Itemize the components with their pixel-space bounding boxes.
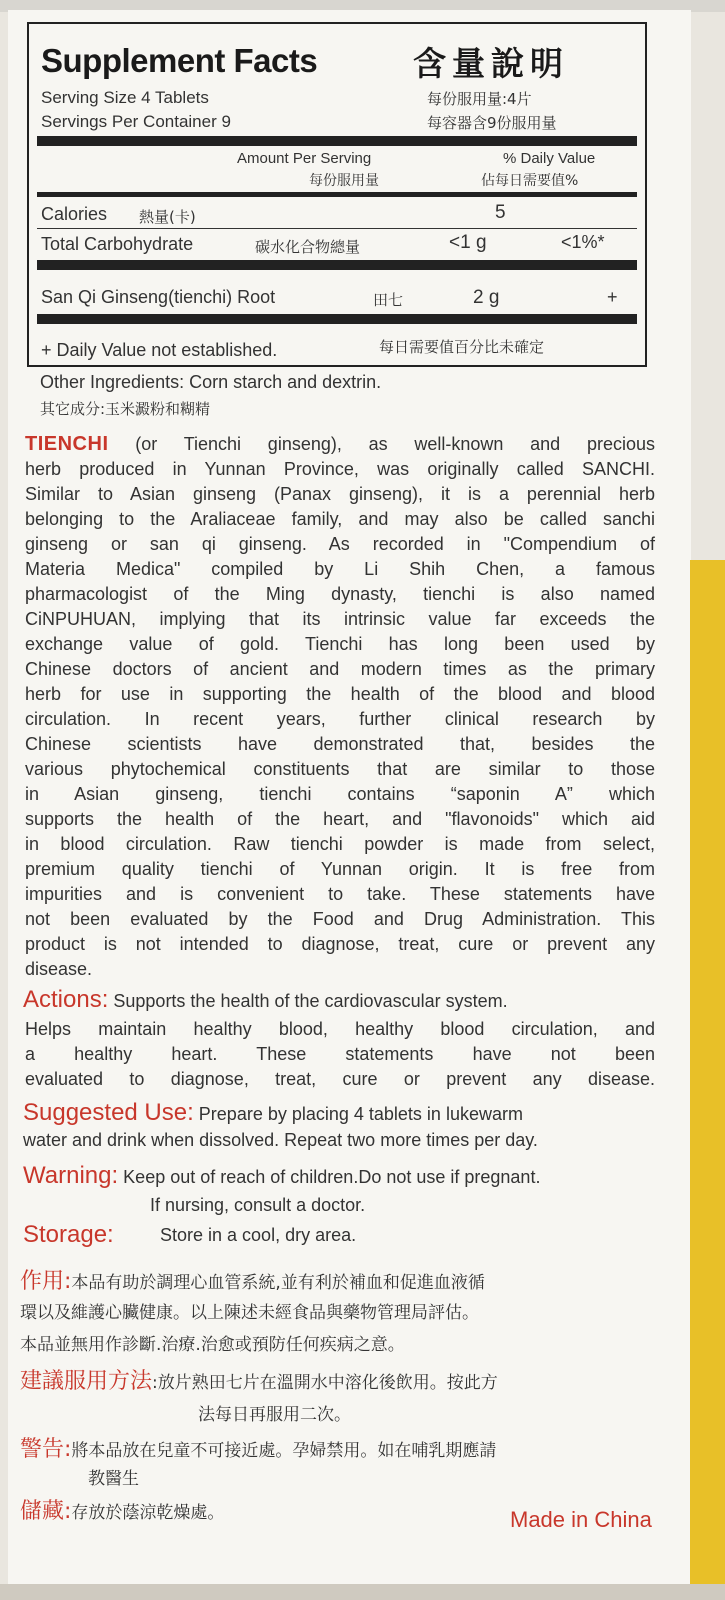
row-calories-amount: 5	[495, 202, 506, 223]
description-line: Materia Medica" compiled by Li Shih Chen, a famous	[25, 559, 655, 579]
actions-line: evaluated to diagnose, treat, cure or prevent any disease.	[25, 1069, 655, 1089]
warning-line-2: If nursing, consult a doctor.	[150, 1195, 366, 1215]
facts-footnote-zh: 每日需要值百分比未確定	[379, 338, 545, 356]
facts-title-zh: 含量說明	[413, 44, 569, 83]
yellow-package-side	[690, 560, 725, 1585]
description-line: herb produced in Yunnan Province, was originally called SANCHI.	[25, 459, 655, 479]
servings-per-container-zh: 每容器含9份服用量	[427, 114, 557, 132]
zh-warning-line-2: 教醫生	[88, 1469, 139, 1489]
zh-warning-line-1: 警告:將本品放在兒童不可接近處。孕婦禁用。如在哺乳期應請	[20, 1437, 497, 1462]
zh-storage-line: 儲藏:存放於蔭涼乾燥處。	[20, 1499, 225, 1524]
zh-storage-heading: 儲藏:	[20, 1499, 72, 1524]
other-ingredients-zh: 其它成分:玉米澱粉和糊精	[40, 400, 211, 418]
servings-per-container: Servings Per Container 9	[41, 112, 231, 131]
facts-title: Supplement Facts	[41, 42, 318, 79]
description-line: Chinese scientists have demonstrated that, besides the	[25, 734, 655, 754]
warning-heading: Warning:	[23, 1162, 119, 1189]
suggested-use-line-1: Suggested Use: Prepare by placing 4 tablets in lukewarm	[23, 1099, 523, 1126]
thick-divider	[37, 314, 637, 324]
description-line: various phytochemical constituents that are similar to those	[25, 759, 655, 779]
row-sanqi-dv: +	[607, 287, 618, 307]
storage-heading: Storage:	[23, 1221, 114, 1248]
row-sanqi-name: San Qi Ginseng(tienchi) Root	[41, 287, 276, 307]
row-carb-name-zh: 碳水化合物總量	[255, 238, 361, 256]
description-line: Similar to Asian ginseng (Panax ginseng), it is a perennial herb	[25, 484, 655, 504]
description-line: supports the health of the heart, and "flavonoids" which aid	[25, 809, 655, 829]
description-line: TIENCHI (or Tienchi ginseng), as well-known and precious	[25, 433, 655, 455]
description-line: not been evaluated by the Food and Drug Administration. This	[25, 909, 655, 929]
row-calories-name: Calories	[41, 204, 108, 224]
amount-per-serving-zh: 每份服用量	[309, 173, 379, 189]
thick-divider	[37, 136, 637, 146]
row-carb-dv: <1%*	[561, 232, 605, 252]
medium-divider	[37, 192, 637, 197]
serving-size-zh: 每份服用量:4片	[427, 90, 532, 108]
actions-heading: Actions:	[23, 986, 109, 1013]
row-calories-name-zh: 熱量(卡)	[139, 208, 196, 226]
row-sanqi-name-zh: 田七	[373, 291, 404, 309]
description-line: in Asian ginseng, tienchi contains “saponin A” which	[25, 784, 655, 804]
tienchi-lead-word: TIENCHI	[25, 433, 109, 455]
thick-divider	[37, 260, 637, 270]
supplement-facts-box	[27, 22, 647, 367]
actions-line: Helps maintain healthy blood, healthy blood circulation, and	[25, 1019, 655, 1039]
description-line: CiNPUHUAN, implying that its intrinsic value far exceeds the	[25, 609, 655, 629]
zh-actions-line-1: 作用:本品有助於調理心血管系統,並有利於補血和促進血液循	[20, 1269, 485, 1294]
row-sanqi-amount: 2 g	[473, 287, 500, 308]
daily-value-header: % Daily Value	[503, 150, 596, 167]
amount-per-serving: Amount Per Serving	[237, 150, 372, 167]
description-line: ginseng or san qi ginseng. As recorded in "Compendium of	[25, 534, 655, 554]
zh-actions-line-2: 環以及維護心臟健康。以上陳述未經食品與藥物管理局評估。	[20, 1303, 479, 1323]
description-line: exchange value of gold. Tienchi has long been used by	[25, 634, 655, 654]
description-line: in blood circulation. Raw tienchi powder is made from select,	[25, 834, 655, 854]
zh-use-heading: 建議服用方法	[20, 1369, 153, 1394]
description-line: pharmacologist of the Ming dynasty, tienchi is also named	[25, 584, 655, 604]
facts-footnote: + Daily Value not established.	[41, 340, 278, 360]
actions-line-1: Actions: Supports the health of the cardiovascular system.	[23, 986, 508, 1013]
zh-use-line-2: 法每日再服用二次。	[198, 1405, 351, 1425]
suggested-use-line-2: water and drink when dissolved. Repeat two more times per day.	[23, 1130, 538, 1150]
description-line: impurities and is convenient to take. These statements have	[25, 884, 655, 904]
description-line: herb for use in supporting the health of the blood and blood	[25, 684, 655, 704]
actions-line: a healthy heart. These statements have not been	[25, 1044, 655, 1064]
description-line: Chinese doctors of ancient and modern times as the primary	[25, 659, 655, 679]
zh-actions-line-3: 本品並無用作診斷.治療.治愈或預防任何疾病之意。	[20, 1335, 405, 1355]
description-line: premium quality tienchi of Yunnan origin. It is free from	[25, 859, 655, 879]
row-carb-amount: <1 g	[449, 232, 487, 253]
other-ingredients: Other Ingredients: Corn starch and dextrin.	[40, 372, 382, 392]
made-in-china: Made in China	[510, 1507, 652, 1532]
row-carb-name: Total Carbohydrate	[41, 234, 194, 254]
description-line: belonging to the Araliaceae family, and may also be called sanchi	[25, 509, 655, 529]
row-divider	[37, 228, 637, 229]
suggested-use-heading: Suggested Use:	[23, 1099, 194, 1126]
package-bottom-edge	[0, 1584, 725, 1600]
description-line: circulation. In recent years, further clinical research by	[25, 709, 655, 729]
warning-line-1: Warning: Keep out of reach of children.Do not use if pregnant.	[23, 1162, 541, 1189]
description-line: disease.	[25, 959, 93, 979]
zh-use-line-1: 建議服用方法:放片熟田七片在溫開水中溶化後飲用。按此方	[20, 1369, 498, 1394]
serving-size: Serving Size 4 Tablets	[41, 88, 209, 107]
zh-warning-heading: 警告:	[20, 1437, 72, 1462]
description-line: product is not intended to diagnose, treat, cure or prevent any	[25, 934, 655, 954]
storage-text: Store in a cool, dry area.	[160, 1225, 357, 1245]
daily-value-header-zh: 佔每日需要值%	[481, 173, 579, 189]
zh-actions-heading: 作用:	[20, 1269, 72, 1294]
